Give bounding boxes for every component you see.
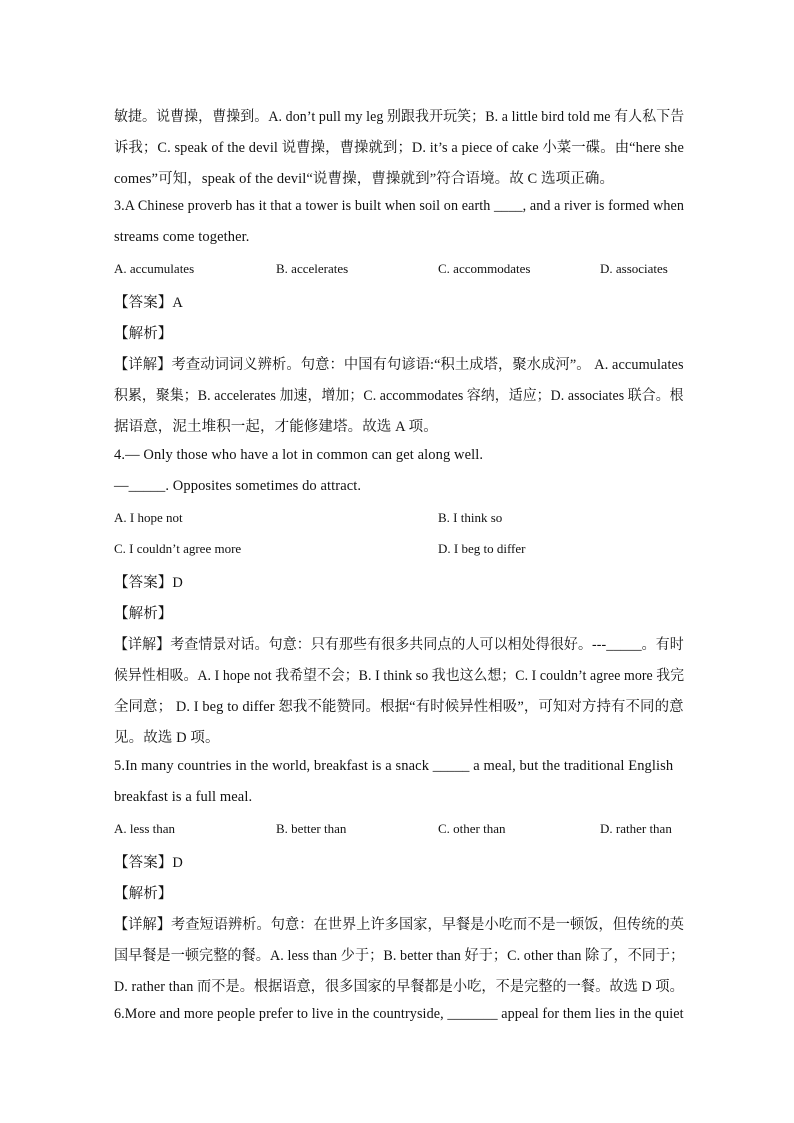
question-6-stem: 6.More and more people prefer to live in the countryside, _______ appeal for them lies in the quiet — [114, 1006, 684, 1022]
text-line: 见。故选 D 项。 — [114, 730, 220, 746]
text-line: 国早餐是一顿完整的餐。A. less than 少于；B. better than 好于；C. other than 除了，不同于； — [114, 948, 685, 964]
option-b: B. I think so — [438, 510, 503, 525]
answer-label: 【答案】D — [114, 855, 183, 871]
text-line: comes”可知，speak of the devil“说曹操，曹操就到”符合语境。故 C 选项正确。 — [114, 171, 615, 187]
text-line: 候异性相吸。A. I hope not 我希望不会；B. I think so 我也这么想；C. I couldn’t agree more 我完 — [114, 668, 685, 684]
text-line: 全同意； D. I beg to differ 恕我不能赞同。根据“有时候异性相吸”，可知对方持有不同的意 — [114, 699, 684, 715]
text-line: 积累，聚集；B. accelerates 加速，增加；C. accommodates 容纳，适应；D. associates 联合。根 — [114, 388, 684, 404]
answer-label: 【答案】D — [114, 575, 183, 591]
question-4-reply: —_____. Opposites sometimes do attract. — [114, 478, 362, 494]
analysis-label: 【解析】 — [114, 606, 173, 622]
question-5-stem-cont: breakfast is a full meal. — [114, 789, 253, 805]
text-line: 【详解】考查动词词义辨析。句意：中国有句谚语:“积土成塔，聚水成河”。 A. accumulates — [114, 357, 684, 373]
text-line: 【详解】考查短语辨析。句意：在世界上许多国家，早餐是小吃而不是一顿饭，但传统的英 — [114, 917, 684, 933]
option-a: A. I hope not — [114, 510, 183, 525]
text-line: 敏捷。说曹操，曹操到。A. don’t pull my leg 别跟我开玩笑；B. a little bird told me 有人私下告 — [114, 109, 685, 125]
analysis-label: 【解析】 — [114, 326, 173, 342]
option-c: C. I couldn’t agree more — [114, 541, 242, 556]
option-d: D. I beg to differ — [438, 541, 526, 556]
question-3-stem-cont: streams come together. — [114, 229, 250, 245]
text-line: 据语意，泥土堆积一起，才能修建塔。故选 A 项。 — [114, 419, 438, 435]
option-c: C. accommodates — [438, 261, 531, 276]
answer-label: 【答案】A — [114, 295, 183, 311]
option-a: A. less than — [114, 821, 176, 836]
text-line: 【详解】考查情景对话。句意：只有那些有很多共同点的人可以相处得很好。---_____。有时 — [114, 637, 684, 653]
option-a: A. accumulates — [114, 261, 195, 276]
question-4-stem: 4.— Only those who have a lot in common can get along well. — [114, 447, 484, 463]
option-d: D. associates — [600, 261, 668, 276]
analysis-label: 【解析】 — [114, 886, 173, 902]
question-3-stem: 3.A Chinese proverb has it that a tower is built when soil on earth ____, and a river is formed when — [114, 198, 685, 214]
option-d: D. rather than — [600, 821, 672, 836]
option-b: B. accelerates — [276, 261, 349, 276]
option-c: C. other than — [438, 821, 506, 836]
text-line: D. rather than 而不是。根据语意，很多国家的早餐都是小吃，不是完整的一餐。故选 D 项。 — [114, 979, 684, 995]
question-5-stem: 5.In many countries in the world, breakfast is a snack _____ a meal, but the traditional English — [114, 758, 674, 774]
text-line: 诉我；C. speak of the devil 说曹操，曹操就到；D. it’s a piece of cake 小菜一碟。由“here she — [114, 140, 684, 156]
option-b: B. better than — [276, 821, 347, 836]
